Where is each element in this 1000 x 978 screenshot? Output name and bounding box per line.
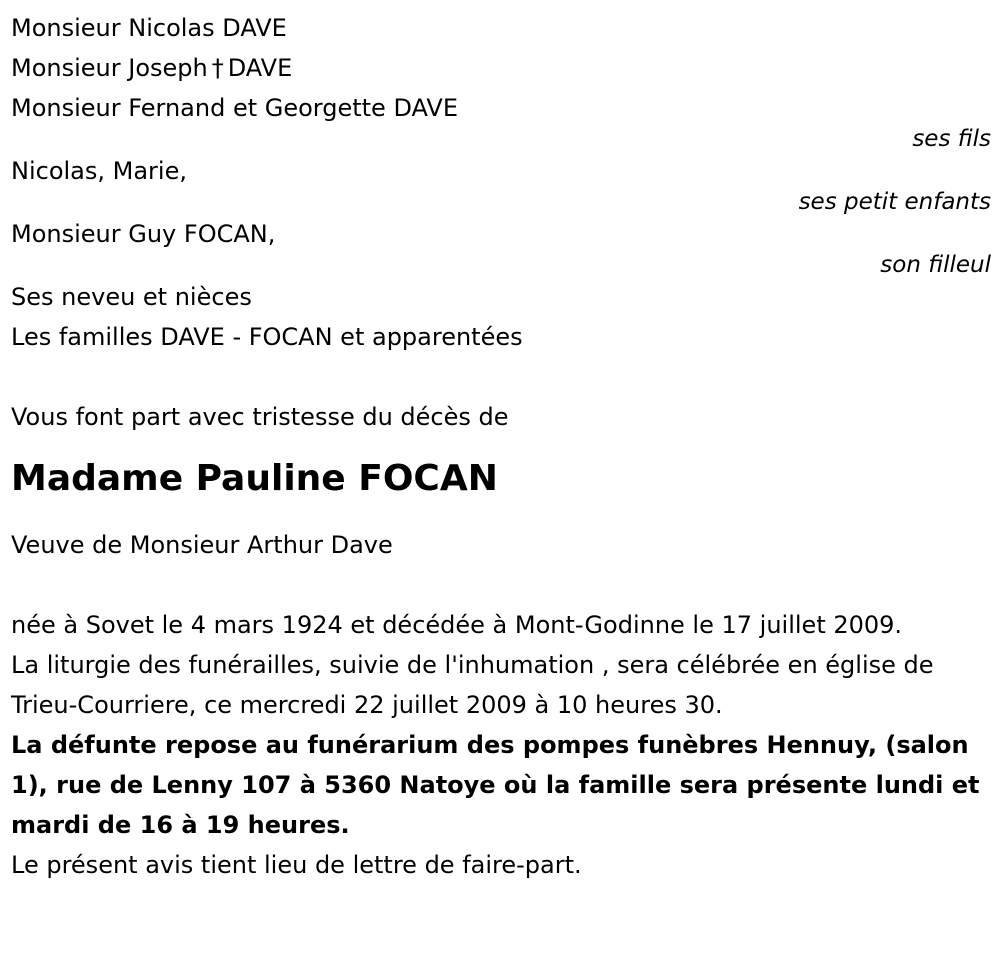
family-line-1: Monsieur Nicolas DAVE	[11, 14, 287, 42]
family-line-3: Monsieur Fernand et Georgette DAVE	[11, 94, 458, 122]
liturgy: La liturgie des funérailles, suivie de l'inhumation , sera célébrée en église de	[11, 651, 934, 679]
family-line-2-suffix: DAVE	[227, 54, 293, 82]
widow-of: Veuve de Monsieur Arthur Dave	[11, 531, 393, 559]
family-line-2	[11, 48, 991, 88]
grandchildren-line: Nicolas, Marie,	[11, 157, 187, 185]
spacer	[11, 437, 991, 457]
obituary-notice	[11, 8, 991, 885]
cross-icon: †	[211, 54, 224, 82]
family-line-2-prefix: Monsieur Joseph	[11, 54, 208, 82]
spacer	[11, 501, 991, 525]
role-godson: son filleul	[880, 252, 991, 278]
nephews-line: Ses neveu et nièces	[11, 283, 252, 311]
spacer	[11, 357, 991, 397]
role-sons: ses fils	[912, 126, 991, 152]
spacer	[11, 565, 991, 605]
announcement: Vous font part avec tristesse du décès de	[11, 403, 509, 431]
church-location: Trieu-Courriere, ce mercredi 22 juillet 2009 à 10 heures 30.	[11, 691, 723, 719]
deceased-name: Madame Pauline FOCAN	[11, 458, 498, 499]
families-line: Les familles DAVE - FOCAN et apparentées	[11, 323, 523, 351]
role-grandchildren: ses petit enfants	[798, 189, 991, 215]
born-died: née à Sovet le 4 mars 1924 et décédée à Mont-Godinne le 17 juillet 2009.	[11, 611, 903, 639]
notice: Le présent avis tient lieu de lettre de faire-part.	[11, 851, 582, 879]
funeral-home: La défunte repose au funérarium des pompes funèbres Hennuy, (salon 1), rue de Lenny 107 à 5360 Natoye où la famille sera présente lundi et mardi de 16 à 19 heures.	[11, 731, 980, 839]
godson-line: Monsieur Guy FOCAN,	[11, 220, 276, 248]
